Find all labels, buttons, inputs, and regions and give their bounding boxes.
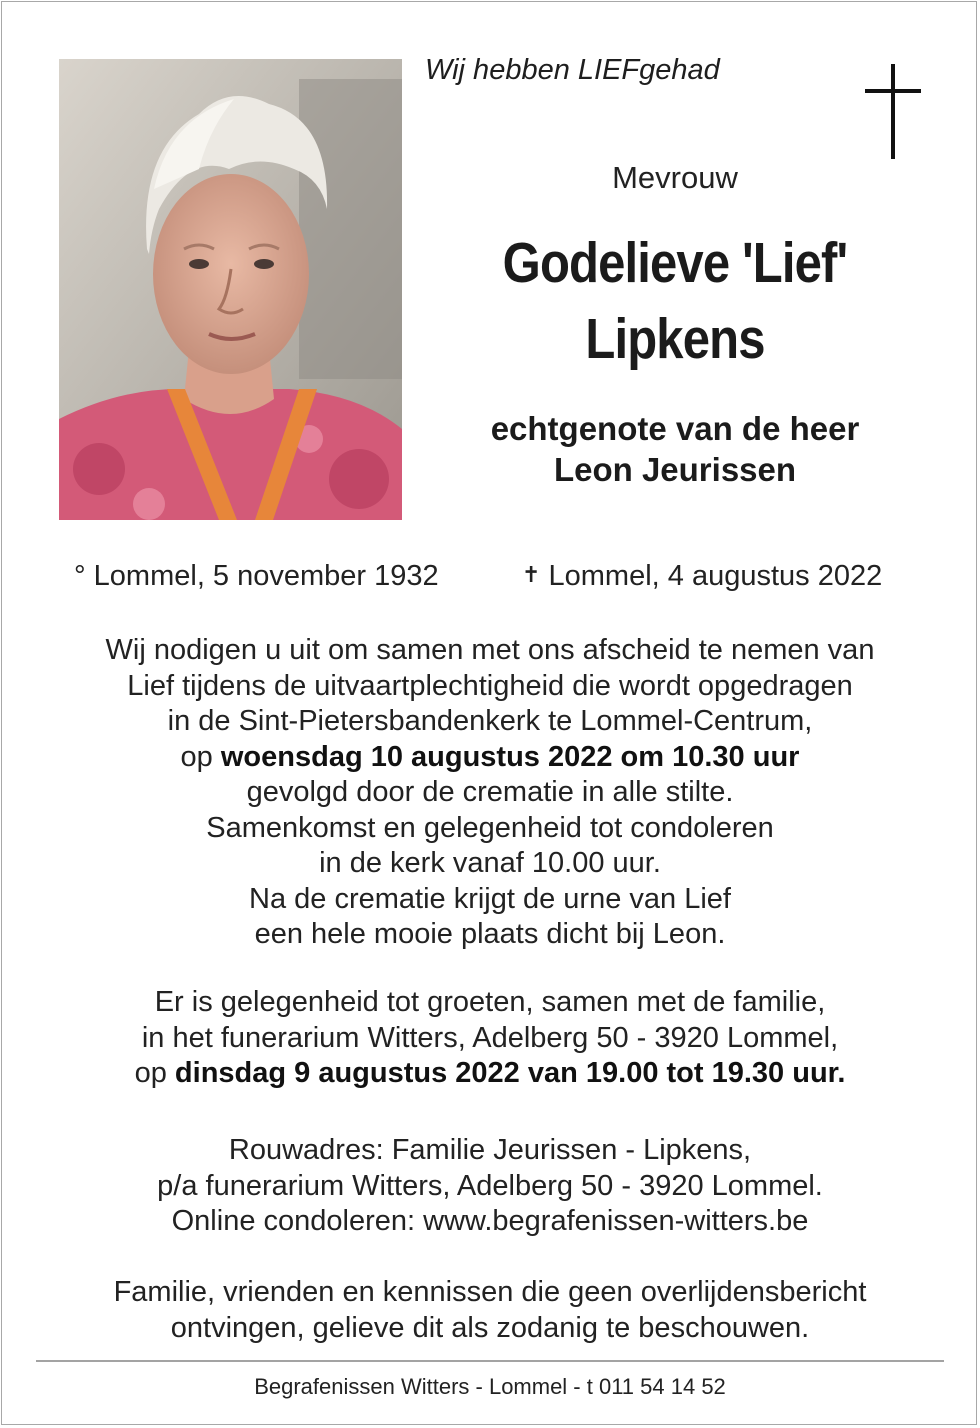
name-line: Lipkens [585, 307, 765, 371]
text-line: een hele mooie plaats dicht bij Leon. [254, 918, 726, 950]
birth-symbol: ° [74, 560, 86, 592]
closing-paragraph [0, 1275, 980, 1346]
text-line: in de kerk vanaf 10.00 uur. [319, 847, 661, 879]
text-line: in de Sint-Pietersbandenkerk te Lommel-Centrum, [167, 705, 813, 737]
spouse-line: Leon Jeurissen [553, 451, 797, 488]
ceremony-date-line [0, 740, 980, 776]
deceased-name [464, 225, 885, 377]
footer: Begrafenissen Witters - Lommel - t 011 54 14 52 [254, 1374, 726, 1399]
text-line: Samenkomst en gelegenheid tot condoleren [206, 811, 774, 844]
death-date [522, 560, 882, 593]
visitation-paragraph [0, 985, 980, 1092]
name-line: Godelieve 'Lief' [502, 231, 848, 295]
date-prefix: op [180, 740, 213, 773]
address-paragraph [0, 1133, 980, 1240]
text-line: Wij nodigen u uit om samen met ons afscheid te nemen van [105, 634, 875, 666]
ceremony-paragraph [0, 633, 980, 953]
text-line: Lief tijdens de uitvaartplechtigheid die wordt opgedragen [127, 669, 853, 702]
salutation: Mevrouw [612, 160, 738, 195]
text-line: Rouwadres: Familie Jeurissen - Lipkens, [228, 1134, 752, 1166]
cross-icon [865, 64, 921, 159]
text-line: ontvingen, gelieve dit als zodanig te beschouwen. [170, 1311, 810, 1344]
text-line: Online condoleren: www.begrafenissen-witters.be [171, 1205, 809, 1237]
birth-text: Lommel, 5 november 1932 [93, 560, 439, 592]
date-prefix: op [134, 1057, 167, 1089]
text-line: Familie, vrienden en kennissen die geen overlijdensbericht [113, 1276, 867, 1308]
spouse-info [430, 408, 920, 490]
small-cross-icon: ✝ [522, 562, 541, 587]
visitation-date: dinsdag 9 augustus 2022 van 19.00 tot 19.30 uur. [174, 1057, 846, 1089]
text-line: Er is gelegenheid tot groeten, samen met de familie, [154, 986, 826, 1018]
birth-date [74, 560, 439, 593]
tagline: Wij hebben LIEFgehad [425, 54, 720, 86]
text-line: gevolgd door de crematie in alle stilte. [246, 776, 734, 808]
text-line: Na de crematie krijgt de urne van Lief [249, 882, 731, 915]
death-text: Lommel, 4 augustus 2022 [548, 560, 883, 592]
footer-divider [36, 1360, 944, 1362]
text-line: p/a funerarium Witters, Adelberg 50 - 3920 Lommel. [157, 1169, 823, 1202]
spouse-line: echtgenote van de heer [490, 410, 860, 447]
visitation-date-line [0, 1056, 980, 1092]
portrait-photo [59, 59, 402, 520]
text-line: in het funerarium Witters, Adelberg 50 - 3920 Lommel, [141, 1021, 839, 1054]
ceremony-date: woensdag 10 augustus 2022 om 10.30 uur [220, 740, 800, 773]
